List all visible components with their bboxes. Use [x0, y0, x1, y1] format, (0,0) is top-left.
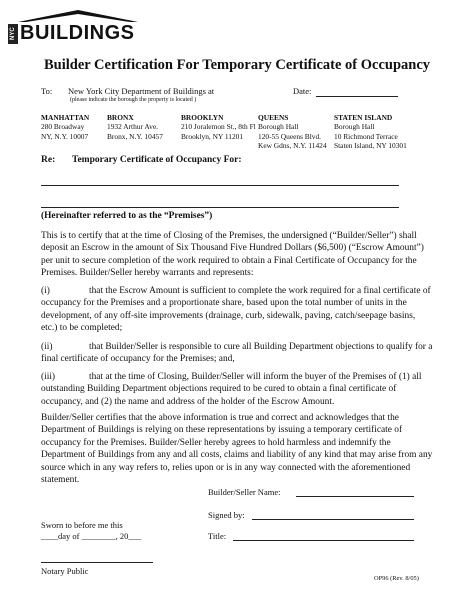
notary-label: Notary Public	[41, 566, 89, 576]
title-label: Title:	[208, 531, 227, 541]
borough-address-line: Bronx, N.Y. 10457	[107, 131, 163, 141]
borough-address-line: Borough Hall	[258, 122, 299, 132]
signed-by-field[interactable]	[252, 519, 414, 520]
borough-address-line: Staten Island, NY 10301	[334, 141, 407, 151]
borough-address-line: Kew Gdns, N.Y. 11424	[258, 141, 327, 151]
logo-text: BUILDINGS	[20, 22, 135, 44]
date-label: Date:	[293, 86, 312, 96]
item-number: (iii)	[41, 372, 56, 382]
builder-seller-name-field[interactable]	[296, 496, 414, 497]
re-label: Re:	[41, 155, 56, 165]
title-field[interactable]	[233, 540, 414, 541]
borough-address-line: NY, N.Y. 10007	[41, 131, 89, 141]
borough-note: (please indicate the borough the property is located )	[70, 97, 197, 103]
date-line[interactable]	[316, 96, 398, 97]
borough-manhattan	[41, 113, 111, 141]
borough-address-line: 120-55 Queens Blvd.	[258, 131, 322, 141]
buildings-logo	[8, 8, 138, 46]
to-value: New York City Department of Buildings at	[68, 86, 215, 96]
borough-name: BRONX	[107, 113, 134, 122]
sworn-line-2: ____day of ________, 20___	[41, 531, 142, 541]
re-text: Temporary Certificate of Occupancy For:	[72, 155, 242, 165]
premises-line-1[interactable]	[41, 185, 399, 186]
closing-paragraph: Builder/Seller certifies that the above information is true and correct and acknowledges that the Department of Buildings is relying on these representations by issuing a temporary certificate of occupancy for the Premises. Builder/Seller hereby agrees to hold harmless and indemnify the Department of Buildings from any and all costs, claims and liability of any kind that may arise from any source which in any way refers to, relies upon or is in any way connected with the aforementioned statement.	[41, 413, 433, 486]
borough-name: QUEENS	[258, 113, 289, 122]
borough-address-line: Brooklyn, NY 11201	[181, 131, 244, 141]
borough-address-line: 210 Joralemon St., 8th Fl	[181, 122, 256, 132]
item-number: (i)	[41, 286, 50, 296]
premises-line-2[interactable]	[41, 207, 399, 208]
borough-name: MANHATTAN	[41, 113, 90, 122]
borough-name: STATEN ISLAND	[334, 113, 393, 122]
to-label: To:	[41, 86, 53, 96]
builder-seller-name-label: Builder/Seller Name:	[208, 487, 281, 497]
borough-brooklyn	[181, 113, 259, 141]
borough-bronx	[107, 113, 177, 141]
sworn-line-1: Sworn to before me this	[41, 520, 123, 530]
logo-nyc-tag: NYC	[8, 24, 18, 44]
intro-paragraph: This is to certify that at the time of Closing of the Premises, the undersigned (“Builder/Seller”) shall deposit an Escrow in the amount of Six Thousand Five Hundred Dollars ($6,500) (“Escrow Amount”) per unit to secure completion of the work required to obtain a Final Certificate of Occupancy for the Premises. Builder/Seller hereby warrants and represents:	[41, 231, 424, 279]
document-title: Builder Certification For Temporary Certificate of Occupancy	[43, 57, 431, 73]
borough-address-line: 280 Broadway	[41, 122, 85, 132]
item-text: that the Escrow Amount is sufficient to complete the work required for a final certificate of occupancy for the Premises and a proportionate share, based upon the total number of units in the development, of any off-site improvements (drainage, curb, sidewalk, paving, catch/seepage basins, etc.) to be completed;	[41, 286, 431, 334]
borough-address-line: 10 Richmond Terrace	[334, 131, 398, 141]
borough-address-line: 1932 Arthur Ave.	[107, 122, 158, 132]
borough-queens	[258, 113, 336, 151]
notary-signature-line[interactable]	[41, 562, 153, 563]
form-id: OP96 (Rev. 8/05)	[374, 575, 419, 582]
signed-by-label: Signed by:	[208, 510, 245, 520]
borough-staten-island	[334, 113, 426, 151]
item-text: that at the time of Closing, Builder/Seller will inform the buyer of the Premises of (1) all outstanding Building Department objections required to be cured to obtain a final certificate of occupancy, and (2) the name and address of the holder of the Escrow Amount.	[41, 372, 422, 407]
item-number: (ii)	[41, 342, 53, 352]
borough-name: BROOKLYN	[181, 113, 224, 122]
premises-note: (Hereinafter referred to as the “Premises”)	[41, 211, 213, 221]
borough-address-line: Borough Hall	[334, 122, 375, 132]
item-text: that Builder/Seller is responsible to cure all Building Department objections to qualify for a final certificate of occupancy for the Premises; and,	[41, 342, 433, 365]
